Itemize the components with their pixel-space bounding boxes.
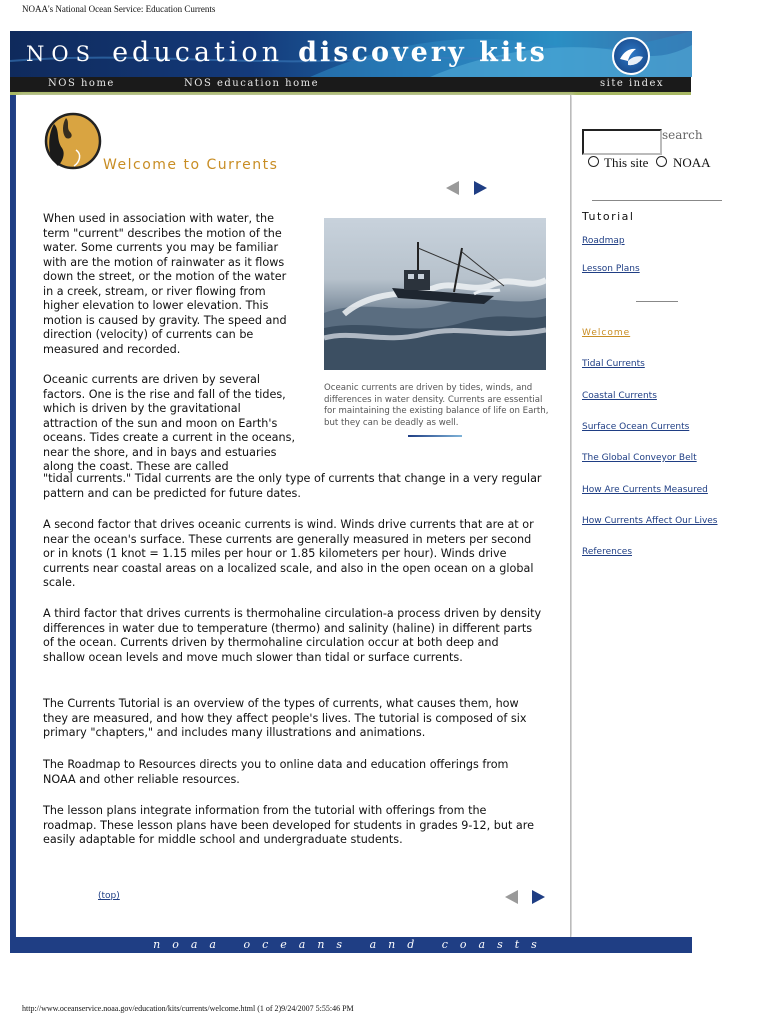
body-paragraph: Oceanic currents are driven by several factors. One is the rise and fall of the tides, which is driven by the gravitational attraction of the sun and moon on Earth's oceans. Tides create a current in the oceans, near the shore, and in bays and estuaries along the coast. These are called: [43, 373, 296, 473]
body-paragraph: The lesson plans integrate information from the tutorial with offerings from the roadmap. These lesson plans have been developed for students in grades 9-12, but are easily adaptable for middle school and undergraduate students.: [43, 804, 534, 846]
page-title: Welcome to Currents: [103, 157, 279, 173]
print-footer: http://www.oceanservice.noaa.gov/education/kits/currents/welcome.html (1 of 2)9/24/2007 5:55:46 PM: [22, 1004, 354, 1013]
body-paragraph: The Currents Tutorial is an overview of the types of currents, what causes them, how they are measured, and how they affect people's lives. The tutorial is composed of six primary "chapters," and includes many illustrations and animations.: [43, 697, 527, 739]
body-paragraph: "tidal currents." Tidal currents are the only type of currents that change in a very regular pattern and can be predicted for future dates.: [43, 472, 542, 500]
sidebar-chapter-references[interactable]: References: [582, 547, 633, 557]
radio-noaa-label: NOAA: [673, 155, 711, 170]
site-banner: [10, 31, 692, 77]
body-paragraph: A second factor that drives oceanic currents is wind. Winds drive currents that are at or near the ocean's surface. These currents are generally measured in meters per second or in knots (1 knot = 1.15 miles per hour or 1.85 kilometers per hour). Winds drive currents near coastal areas on a localized scale, and also in the open ocean on a global scale.: [43, 518, 534, 589]
body-paragraph: A third factor that drives currents is thermohaline circulation-a process driven by density differences in water due to temperature (thermo) and salinity (haline) in different parts of the ocean. Currents driven by thermohaline circulation occur at both deep and shallow ocean levels and move much slower than tidal or surface currents.: [43, 607, 542, 664]
globe-icon: [44, 110, 102, 172]
banner-discovery-kits: discovery kits: [298, 37, 548, 68]
banner-title: [26, 37, 548, 68]
prev-page-arrow-icon[interactable]: [446, 181, 459, 195]
print-header: NOAA's National Ocean Service: Education Currents: [22, 4, 216, 14]
nav-nos-education-home[interactable]: NOS education home: [184, 78, 320, 89]
sidebar-link-lesson-plans[interactable]: Lesson Plans: [582, 264, 640, 274]
radio-this-site[interactable]: [588, 156, 599, 167]
photo-caption: Oceanic currents are driven by tides, winds, and differences in water density. Currents are essential for maintaining the existing balance of life on Earth, but they can be deadly as well.: [324, 383, 549, 428]
sidebar-chapter-how-measured[interactable]: How Are Currents Measured: [582, 485, 708, 495]
sidebar-tutorial-heading: Tutorial: [582, 210, 635, 223]
sidebar-divider-short: [636, 301, 678, 302]
sidebar-chapter-coastal-currents[interactable]: Coastal Currents: [582, 391, 657, 401]
search-button[interactable]: search: [662, 128, 703, 142]
footer-bar: noaa oceans and coasts: [10, 937, 692, 953]
sidebar-chapter-welcome[interactable]: Welcome: [582, 328, 631, 338]
sidebar-chapter-affect-our-lives[interactable]: How Currents Affect Our Lives: [582, 516, 718, 526]
sidebar-chapter-global-conveyor-belt[interactable]: The Global Conveyor Belt: [582, 453, 697, 463]
banner-education: education: [112, 37, 284, 68]
radio-this-site-label: This site: [604, 155, 649, 170]
noaa-logo-icon[interactable]: [612, 37, 650, 75]
body-paragraph: The Roadmap to Resources directs you to online data and education offerings from NOAA and other reliable resources.: [43, 758, 509, 786]
prev-page-arrow-icon-bottom[interactable]: [505, 890, 518, 904]
banner-nos: NOS: [26, 42, 97, 66]
back-to-top-link[interactable]: (top): [98, 891, 120, 901]
sidebar-chapter-tidal-currents[interactable]: Tidal Currents: [582, 359, 645, 369]
sidebar-link-roadmap[interactable]: Roadmap: [582, 236, 625, 246]
nav-site-index[interactable]: site index: [600, 78, 665, 89]
fishing-boat-in-waves-image: [324, 218, 546, 370]
search-input[interactable]: [582, 129, 662, 155]
sidebar-divider: [592, 200, 722, 201]
caption-divider: [408, 435, 462, 437]
nav-nos-home[interactable]: NOS home: [48, 78, 115, 89]
next-page-arrow-icon-bottom[interactable]: [532, 890, 545, 904]
sidebar-chapter-surface-ocean-currents[interactable]: Surface Ocean Currents: [582, 422, 690, 432]
next-page-arrow-icon[interactable]: [474, 181, 487, 195]
radio-noaa[interactable]: [656, 156, 667, 167]
body-paragraph: When used in association with water, the term "current" describes the motion of the water. Some currents you may be familiar with are the motion of rainwater as it flows down the street, or the motion of the water in a creek, stream, or river flowing from higher elevation to lower elevation. This motion is caused by gravity. The speed and direction (velocity) of currents can be measured and recorded.: [43, 212, 287, 356]
top-nav-bar: [10, 77, 691, 95]
